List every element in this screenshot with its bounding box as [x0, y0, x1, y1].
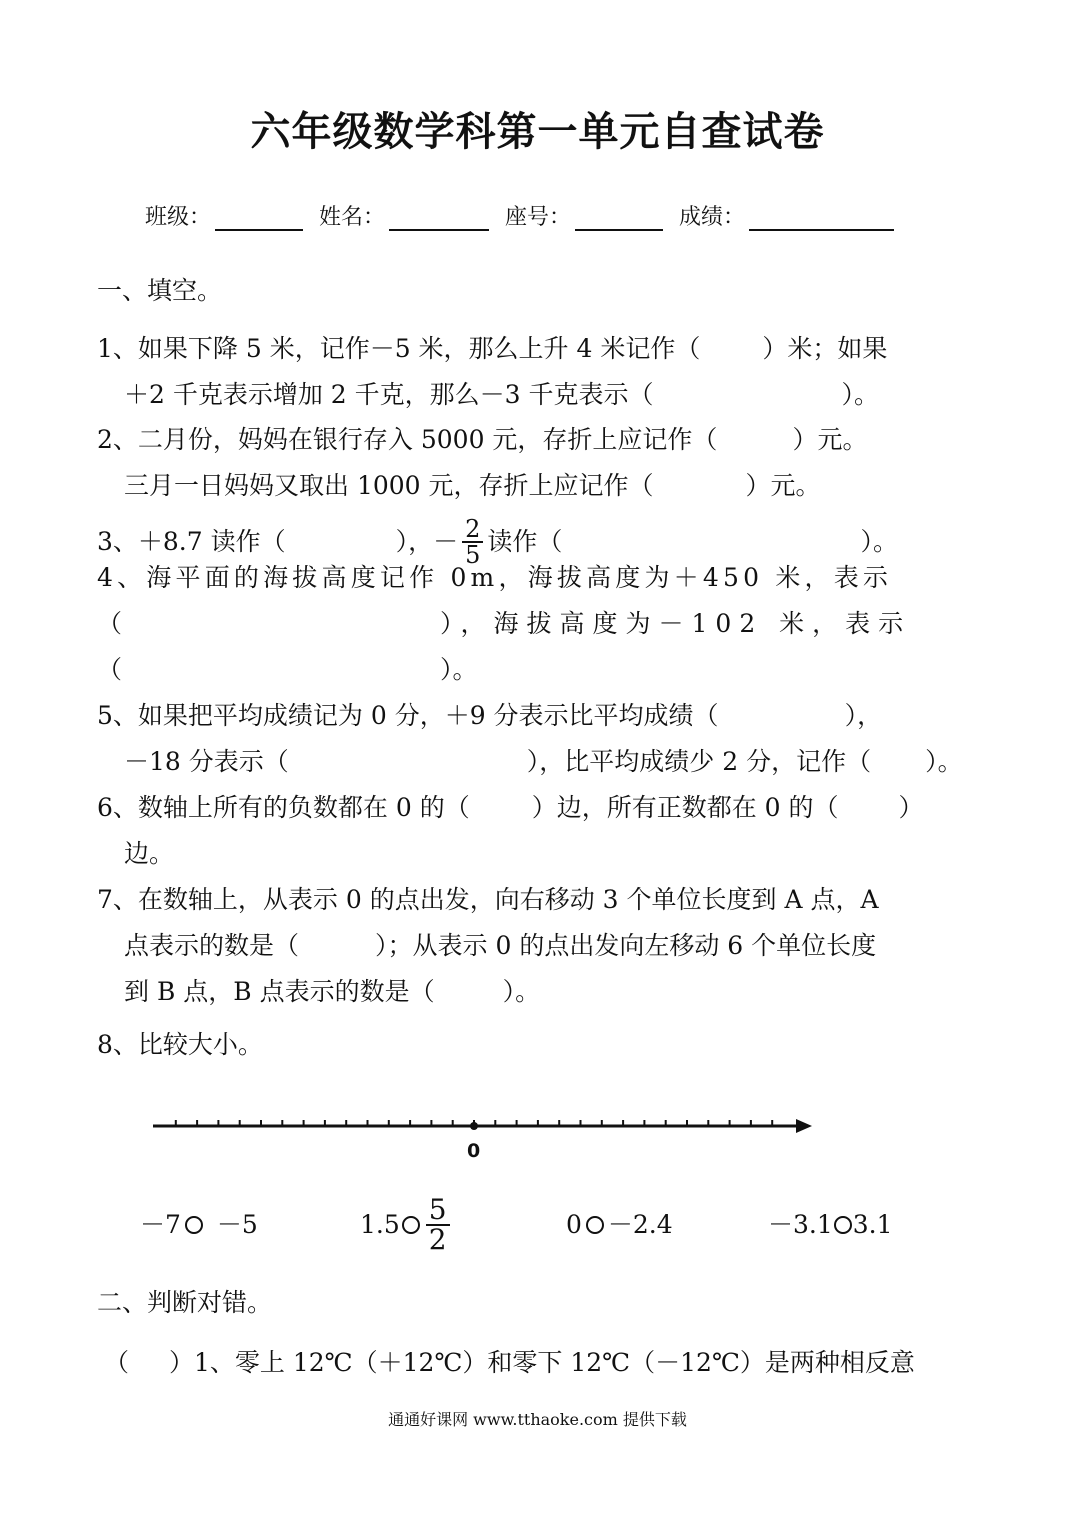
compare-3-right: －2.4 — [607, 1210, 673, 1239]
compare-3 — [566, 1210, 673, 1240]
q5-text-a: 5、如果把平均成绩记为 0 分，＋9 分表示比平均成绩（ — [97, 701, 719, 730]
q4-text-e: ）。 — [440, 655, 478, 684]
compare-1-circle[interactable] — [185, 1216, 203, 1234]
q1-text-b: ）米；如果 — [762, 334, 888, 363]
q5-text-d: ），比平均成绩少 2 分，记作（ — [526, 747, 872, 776]
section-2-heading: 二、判断对错。 — [97, 1288, 273, 1317]
judge-q1-text: ）1、零上 12℃（＋12℃）和零下 12℃（－12℃）是两种相反意 — [169, 1348, 915, 1377]
q3-text-a: 3、＋8.7 读作（ — [97, 527, 286, 556]
seat-label: 座号： — [505, 205, 572, 230]
compare-4-right: 3.1 — [852, 1210, 893, 1239]
q5-text-e: ）。 — [925, 747, 963, 776]
compare-2-fraction — [426, 1193, 450, 1256]
compare-3-circle[interactable] — [586, 1216, 604, 1234]
compare-1-right: －5 — [216, 1210, 258, 1239]
judge-q1 — [104, 1348, 915, 1378]
q8-heading: 8、比较大小。 — [97, 1030, 263, 1059]
compare-4-circle[interactable] — [834, 1216, 852, 1234]
q1-text-a: 1、如果下降 5 米，记作－5 米，那么上升 4 米记作（ — [97, 334, 701, 363]
q5-text-b: ）， — [844, 701, 883, 730]
q7-text-e: ）。 — [502, 977, 541, 1006]
compare-2-frac-num: 5 — [426, 1196, 450, 1226]
q5-text-c: －18 分表示（ — [124, 747, 289, 776]
q2-text-d: ）元。 — [745, 471, 821, 500]
section-1-heading: 一、填空。 — [97, 276, 223, 305]
q2-text-c: 三月一日妈妈又取出 1000 元，存折上应记作（ — [124, 471, 654, 500]
compare-2-frac-den: 2 — [428, 1223, 447, 1256]
q4-text-c: ），海拔高度为－102 米，表示 — [440, 609, 912, 638]
class-label: 班级： — [145, 205, 212, 230]
q3-text-d: ）。 — [860, 527, 898, 556]
q7-line-1: 7、在数轴上，从表示 0 的点出发，向右移动 3 个单位长度到 A 点，A — [97, 885, 879, 914]
q3-text-b: ），－ — [395, 527, 459, 556]
compare-2-circle[interactable] — [402, 1216, 420, 1234]
q1-text-c: ＋2 千克表示增加 2 千克，那么－3 千克表示（ — [124, 380, 654, 409]
compare-4 — [768, 1210, 893, 1240]
number-line-arrow — [796, 1119, 812, 1133]
page-title: 六年级数学科第一单元自查试卷 — [250, 108, 825, 155]
q4-text-b: （ — [97, 609, 123, 638]
q2-text-b: ）元。 — [792, 425, 868, 454]
compare-2-left: 1.5 — [360, 1210, 400, 1239]
q7-text-c: ）；从表示 0 的点出发向左移动 6 个单位长度 — [375, 931, 877, 960]
number-line-zero-label: 0 — [467, 1140, 481, 1162]
compare-4-left: －3.1 — [768, 1210, 833, 1239]
q1-text-d: ）。 — [841, 380, 880, 409]
number-line — [153, 1119, 812, 1133]
q6-text-c: ） — [898, 793, 924, 822]
q7-text-b: 点表示的数是（ — [124, 931, 300, 960]
score-label: 成绩： — [679, 205, 746, 230]
q3-frac-den: 5 — [465, 541, 481, 569]
q4-text-a: 4、海平面的海拔高度记作 0m，海拔高度为＋450 米，表示 — [97, 563, 893, 592]
judge-q1-open: （ — [104, 1348, 130, 1377]
q6-line-2: 边。 — [124, 839, 175, 868]
q3-frac-num: 2 — [462, 517, 483, 543]
footer-credit: 通通好课网 www.tthaoke.com 提供下载 — [388, 1410, 687, 1429]
q3-text-c: 读作（ — [487, 527, 563, 556]
q6-text-a: 6、数轴上所有的负数都在 0 的（ — [97, 793, 470, 822]
compare-3-left: 0 — [566, 1210, 582, 1239]
q7-text-d: 到 B 点，B 点表示的数是（ — [124, 977, 435, 1006]
q2-text-a: 2、二月份，妈妈在银行存入 5000 元，存折上应记作（ — [97, 425, 718, 454]
q6-text-b: ）边，所有正数都在 0 的（ — [531, 793, 839, 822]
name-label: 姓名： — [319, 205, 386, 230]
compare-1 — [140, 1210, 258, 1240]
compare-1-left: －7 — [140, 1210, 181, 1239]
compare-2 — [360, 1190, 454, 1260]
q4-text-d: （ — [97, 655, 123, 684]
